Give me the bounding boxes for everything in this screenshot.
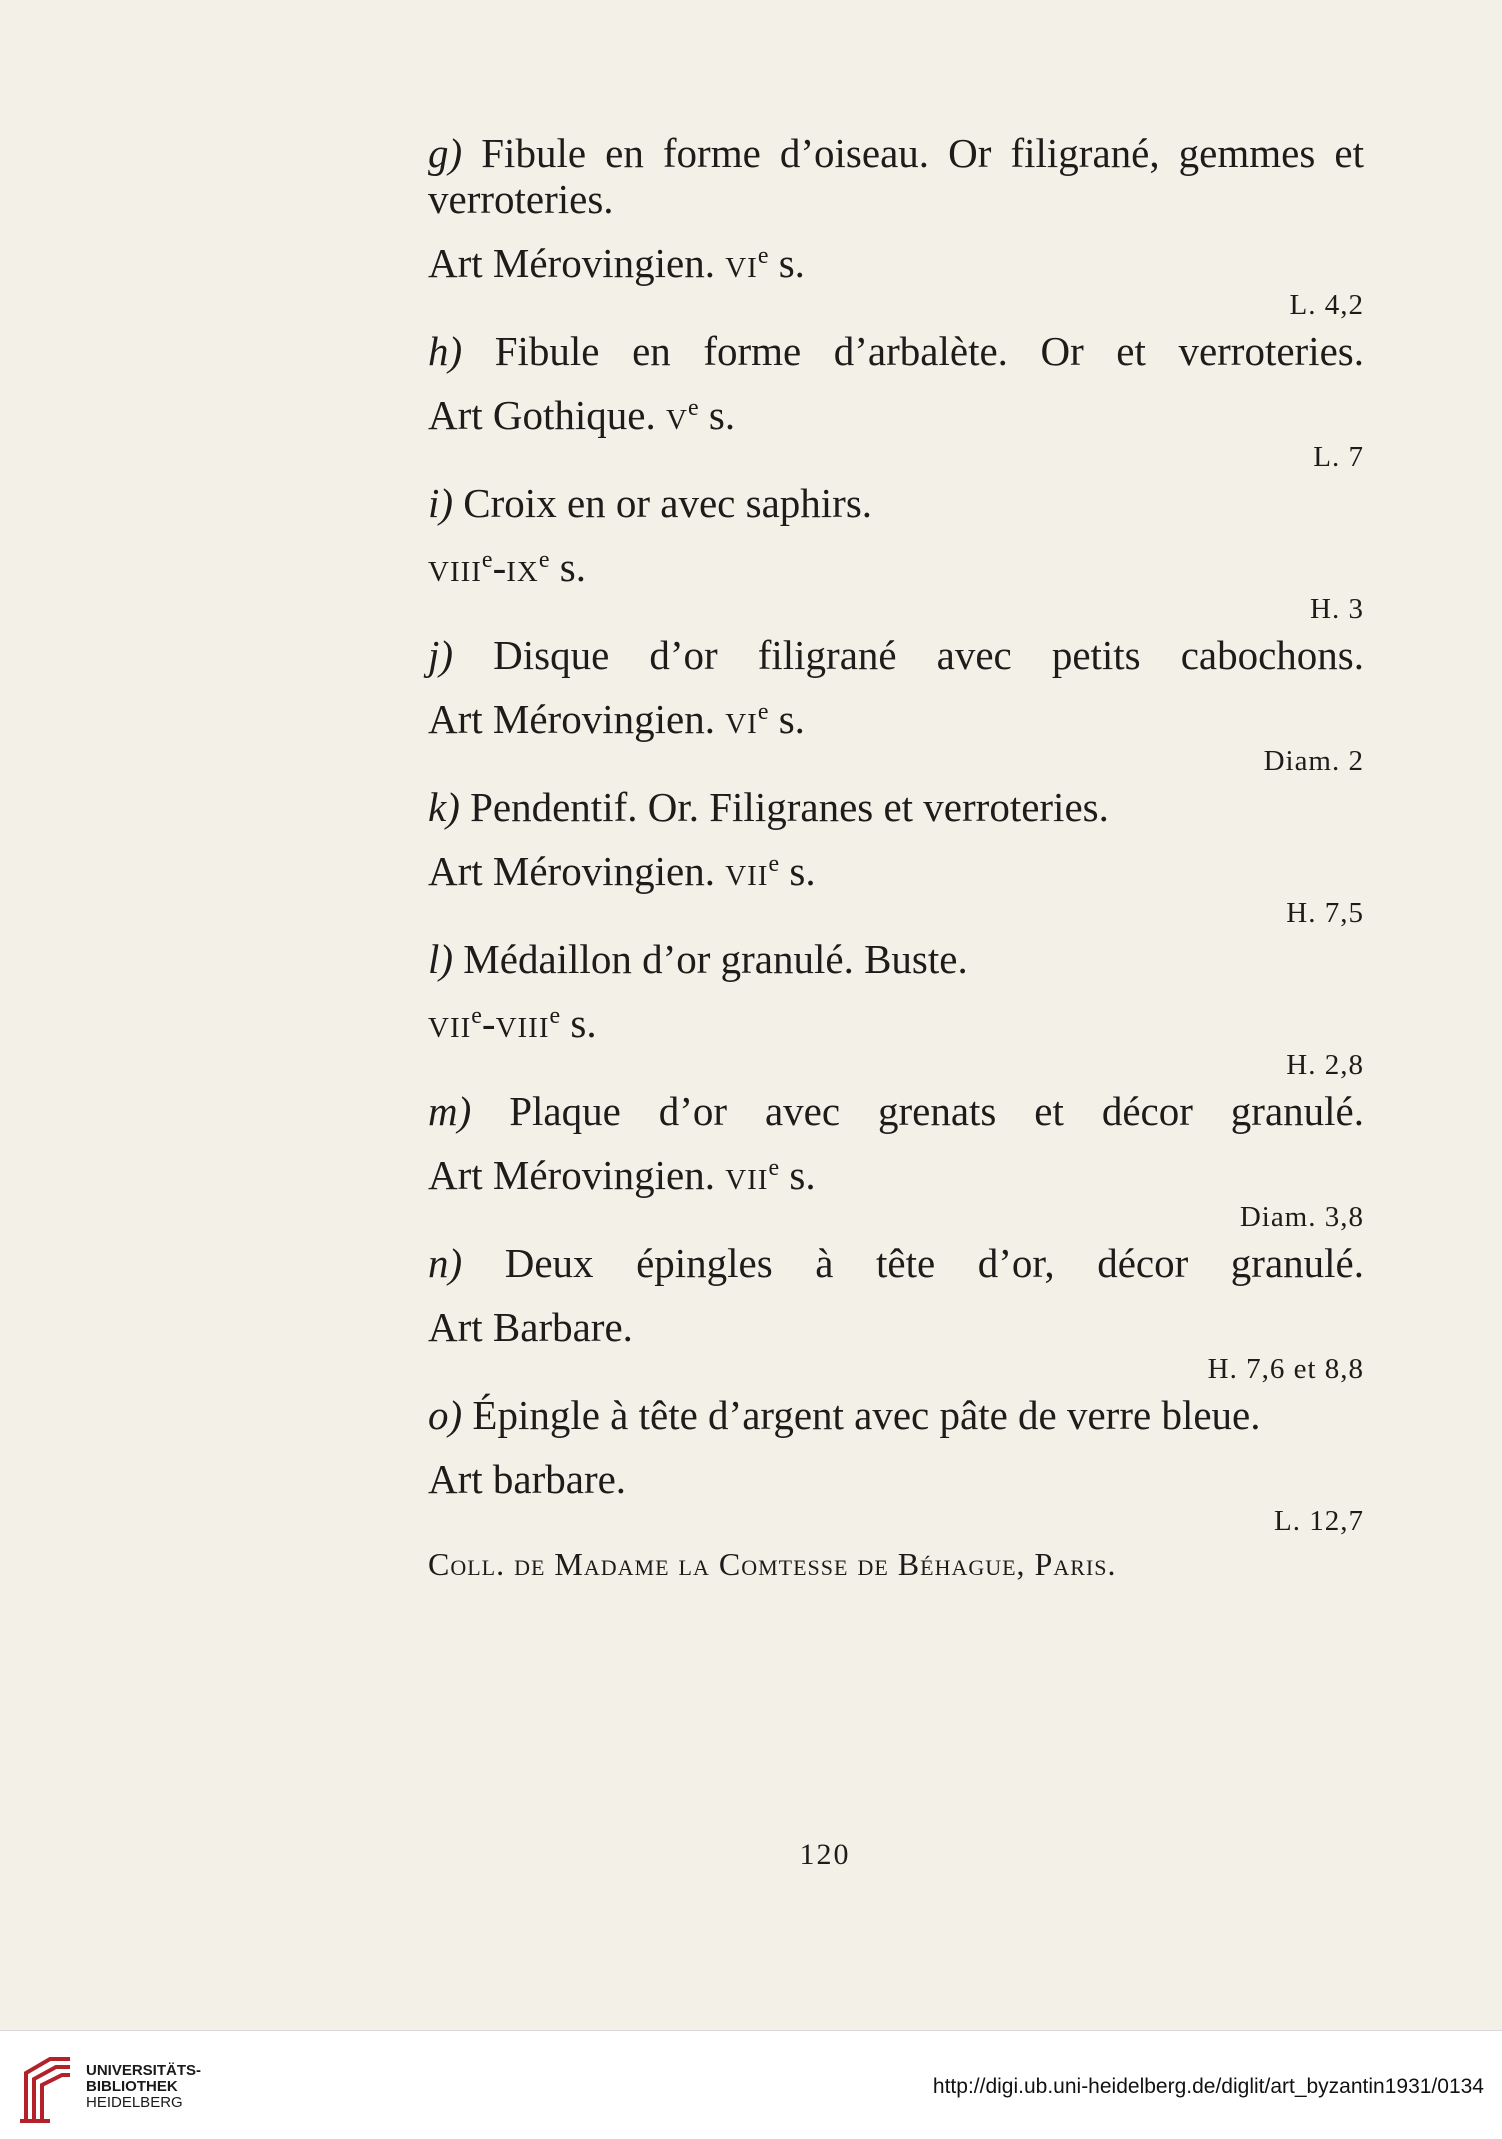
entry-period: Art Mérovingien. vii$^e$ s. (428, 1152, 816, 1198)
page-number: 120 (799, 1838, 851, 1871)
entry-dimension: H. 2,8 (1286, 1049, 1364, 1081)
entry-description: h) Fibule en forme d’arbalète. Or et verroteries. (428, 328, 1364, 374)
entry-dimension: H. 7,6 et 8,8 (1207, 1353, 1364, 1385)
entry-dimension: Diam. 2 (1263, 745, 1364, 777)
library-name: UNIVERSITÄTS- BIBLIOTHEK HEIDELBERG (86, 2062, 202, 2111)
entry-period: Art Mérovingien. $vi^e$ s. (428, 696, 805, 742)
entry-period: Art Barbare. (428, 1304, 633, 1350)
entry-period: $viii^e-ix^e$ s. (428, 544, 586, 590)
entry-o (428, 1392, 1364, 1536)
entry-dimension: H. 7,5 (1286, 897, 1364, 929)
catalogue-column (428, 130, 1364, 1584)
entry-h (428, 328, 1364, 472)
library-logo-icon[interactable] (16, 2051, 80, 2125)
entry-dimension: L. 12,7 (1274, 1505, 1364, 1537)
collection-credit: Coll. de Madame la Comtesse de Béhague, Paris. (428, 1546, 1117, 1582)
permalink-url[interactable]: http://digi.ub.uni-heidelberg.de/diglit/art_byzantin1931/0134 (932, 2075, 1484, 2098)
entry-period: Art barbare. (428, 1456, 627, 1502)
entry-dimension: H. 3 (1310, 593, 1364, 625)
entry-period: Art Mérovingien. $vi^e$ s. (428, 240, 805, 286)
entry-m (428, 1088, 1364, 1232)
entry-description: j) Disque d’or filigrané avec petits cabochons. (428, 632, 1365, 678)
entry-description: l) Médaillon d’or granulé. Buste. (428, 936, 968, 982)
entry-dimension: Diam. 3,8 (1239, 1201, 1364, 1233)
entry-description: m) Plaque d’or avec grenats et décor granulé. (428, 1088, 1364, 1134)
entry-dimension: L. 4,2 (1289, 289, 1364, 321)
entry-k (428, 784, 1364, 928)
entry-l (428, 936, 1364, 1080)
entry-i (428, 480, 1364, 624)
entry-j (428, 632, 1364, 776)
entry-g (428, 130, 1364, 320)
entry-description: i) Croix en or avec saphirs. (428, 480, 873, 526)
entry-description: g) Fibule en forme d’oiseau. Or filigrané, gemmes et verroteries. (428, 130, 1364, 222)
entry-period: Art Mérovingien. vii$^e$ s. (428, 848, 816, 894)
entry-description: n) Deux épingles à tête d’or, décor granulé. (428, 1240, 1364, 1286)
entry-period: vii$^e$-viii$^e$ s. (428, 1000, 597, 1046)
entry-period: Art Gothique. $v^e$ s. (428, 392, 736, 438)
library-footer (0, 2030, 1502, 2139)
entry-description: o) Épingle à tête d’argent avec pâte de verre bleue. (428, 1392, 1261, 1438)
entry-n (428, 1240, 1364, 1384)
entry-dimension: L. 7 (1313, 441, 1364, 473)
entry-description: k) Pendentif. Or. Filigranes et verroteries. (428, 784, 1109, 830)
